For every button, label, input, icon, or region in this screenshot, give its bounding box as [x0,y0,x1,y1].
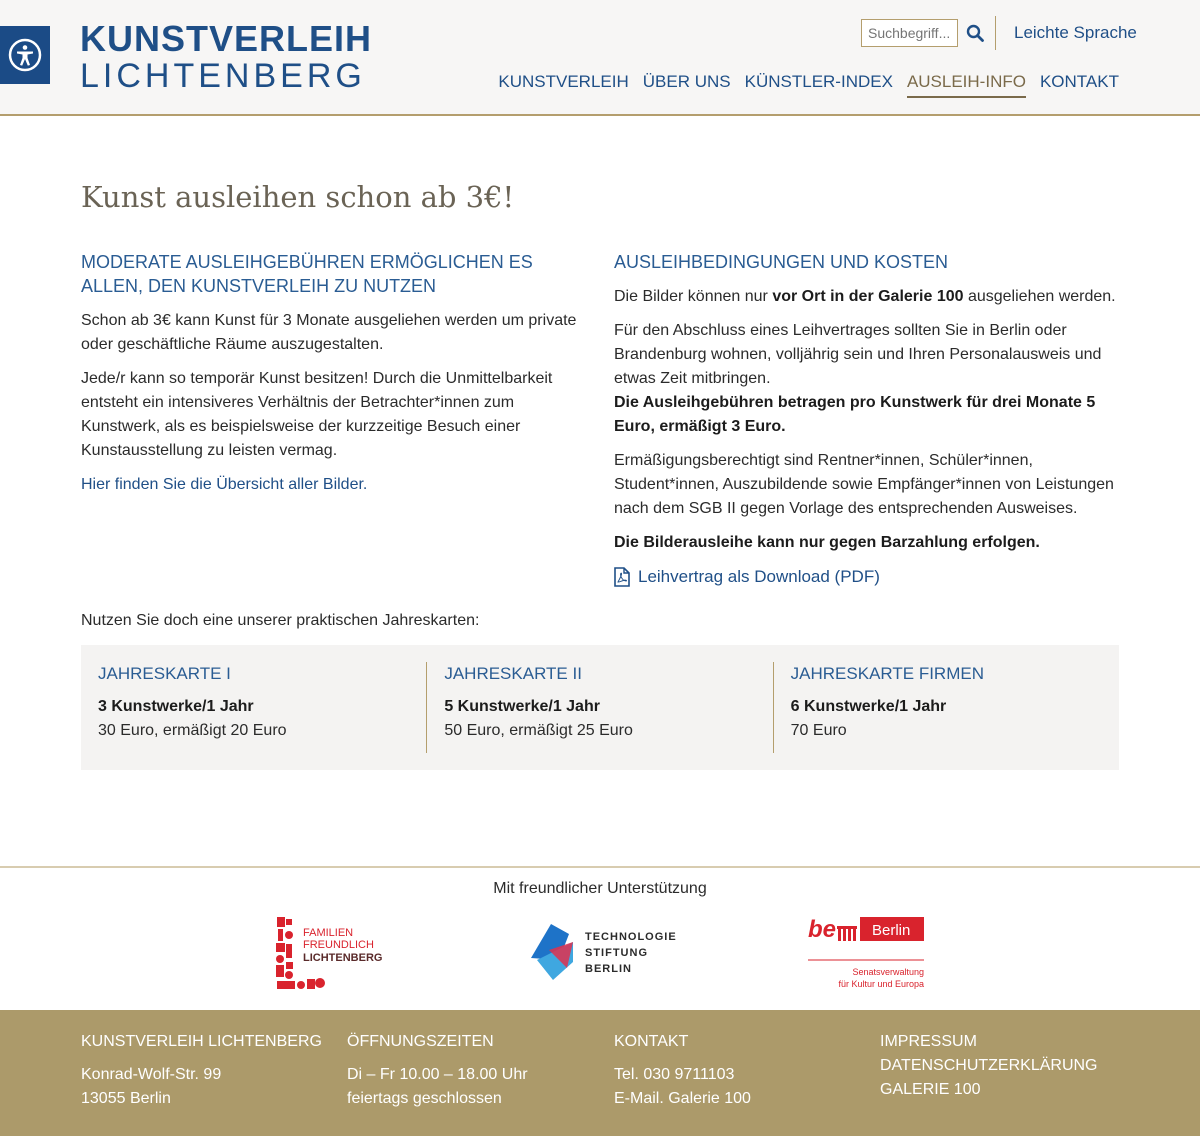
card-line-2: 70 Euro [790,722,847,739]
nav-item-kuenstler-index[interactable]: KÜNSTLER-INDEX [744,72,893,91]
svg-text:FAMILIEN: FAMILIEN [303,927,354,939]
easy-language-link[interactable]: Leichte Sprache [1014,23,1137,42]
header-divider [995,16,996,50]
svg-text:BERLIN: BERLIN [585,963,632,975]
site-footer [0,1010,1200,1136]
footer-link-galerie[interactable]: GALERIE 100 [880,1081,981,1098]
footer-email[interactable]: E-Mail. Galerie 100 [614,1090,751,1107]
nav-item-ueber-uns[interactable]: ÜBER UNS [642,72,731,91]
pdf-download-label: Leihvertrag als Download (PDF) [638,567,880,586]
card-line-2: 30 Euro, ermäßigt 20 Euro [98,722,287,739]
footer-hours-title: ÖFFNUNGSZEITEN [347,1033,494,1050]
footer-address [81,1030,322,1111]
annual-card [773,662,1119,753]
search-icon [966,24,984,42]
pdf-file-icon [614,567,630,587]
footer-address-title: KUNSTVERLEIH LICHTENBERG [81,1033,322,1050]
footer-link-impressum[interactable]: IMPRESSUM [880,1033,977,1050]
svg-text:Senatsverwaltung: Senatsverwaltung [852,967,924,977]
annual-cards [81,645,1119,770]
annual-card [426,662,772,753]
svg-text:be: be [808,916,837,943]
footer-links [880,1030,1098,1102]
footer-contact-title: KONTAKT [614,1033,689,1050]
card-title: JAHRESKARTE I [98,664,231,683]
left-column [81,250,586,507]
right-paragraph-1: Die Bilder können nur vor Ort in der Galerie 100 ausgeliehen werden. [614,288,1116,305]
search-input[interactable] [861,19,958,47]
footer-address-line-1: Konrad-Wolf-Str. 99 [81,1066,222,1083]
left-paragraph-2: Jede/r kann so temporär Kunst besitzen! Durch die Unmittelbarkeit entsteht ein intensiveres Verhältnis der Betrachter*innen zum Kunstwerk, als es beispielsweise der kurzzeitige Besuch einer Kunstausstellung zu leisten vermag. [81,370,553,459]
svg-text:FREUNDLICH: FREUNDLICH [303,939,374,951]
cards-intro: Nutzen Sie doch eine unserer praktischen Jahreskarten: [81,612,480,629]
site-logo[interactable] [80,20,372,94]
footer-contact [614,1030,751,1111]
footer-address-line-2: 13055 Berlin [81,1090,171,1107]
right-paragraph-3: Ermäßigungsberechtigt sind Rentner*innen, Schüler*innen, Student*innen, Auszubildende sowie Empfänger*innen von Leistungen nach dem SGB II gegen Vorlage des entsprechenden Ausweises. [614,452,1114,517]
svg-text:STIFTUNG: STIFTUNG [585,947,648,959]
card-line-2: 50 Euro, ermäßigt 25 Euro [444,722,633,739]
card-title: JAHRESKARTE FIRMEN [790,664,984,683]
familienfreundlich-logo[interactable] [275,915,400,993]
annual-card [81,662,426,753]
nav-item-kunstverleih[interactable]: KUNSTVERLEIH [498,72,629,91]
right-paragraph-2: Für den Abschluss eines Leihvertrages sollten Sie in Berlin oder Brandenburg wohnen, volljährig sein und Ihren Personalausweis und etwas Zeit mitbringen. Die Ausleihgebühren betragen pro Kunstwerk für drei Monate 5 Euro, ermäßigt 3 Euro. [614,322,1102,435]
pdf-download-link[interactable] [614,565,1119,589]
nav-item-kontakt[interactable]: KONTAKT [1039,72,1119,91]
svg-text:Berlin: Berlin [872,922,911,939]
right-column [614,250,1119,589]
left-heading: MODERATE AUSLEIHGEBÜHREN ERMÖGLICHEN ES ALLEN, DEN KUNSTVERLEIH ZU NUTZEN [81,252,533,296]
nav-item-ausleih-info[interactable]: AUSLEIH-INFO [907,72,1026,98]
card-line-1: 3 Kunstwerke/1 Jahr [98,698,254,715]
logo-line2: LICHTENBERG [80,57,366,95]
footer-hours-line-2: feiertags geschlossen [347,1090,502,1107]
main-nav [498,72,1119,98]
svg-text:TECHNOLOGIE: TECHNOLOGIE [585,931,677,943]
overview-link[interactable]: Hier finden Sie die Übersicht aller Bilder. [81,476,368,493]
card-line-1: 5 Kunstwerke/1 Jahr [444,698,600,715]
sponsor-divider [0,866,1200,868]
accessibility-icon [8,38,42,72]
card-line-1: 6 Kunstwerke/1 Jahr [790,698,947,715]
site-header [0,0,1200,116]
footer-hours [347,1030,528,1111]
right-paragraph-4: Die Bilderausleihe kann nur gegen Barzahlung erfolgen. [614,534,1040,551]
footer-link-datenschutz[interactable]: DATENSCHUTZERKLÄRUNG [880,1057,1098,1074]
left-paragraph-1: Schon ab 3€ kann Kunst für 3 Monate ausgeliehen werden um private oder geschäftliche Räume auszugestalten. [81,312,577,353]
right-heading: AUSLEIHBEDINGUNGEN UND KOSTEN [614,252,949,272]
logo-line1: KUNSTVERLEIH [80,18,373,59]
footer-hours-line-1: Di – Fr 10.00 – 18.00 Uhr [347,1066,528,1083]
sponsor-title: Mit freundlicher Unterstützung [493,880,707,897]
berlin-senat-logo[interactable] [808,915,928,993]
card-title: JAHRESKARTE II [444,664,582,683]
search-button[interactable] [962,20,988,46]
accessibility-button[interactable] [0,26,50,84]
technologiestiftung-logo[interactable] [529,920,679,982]
svg-text:LICHTENBERG: LICHTENBERG [303,952,383,964]
svg-text:für Kultur und Europa: für Kultur und Europa [838,979,924,989]
page-title: Kunst ausleihen schon ab 3€! [81,180,515,214]
footer-phone[interactable]: Tel. 030 9711103 [614,1066,735,1083]
